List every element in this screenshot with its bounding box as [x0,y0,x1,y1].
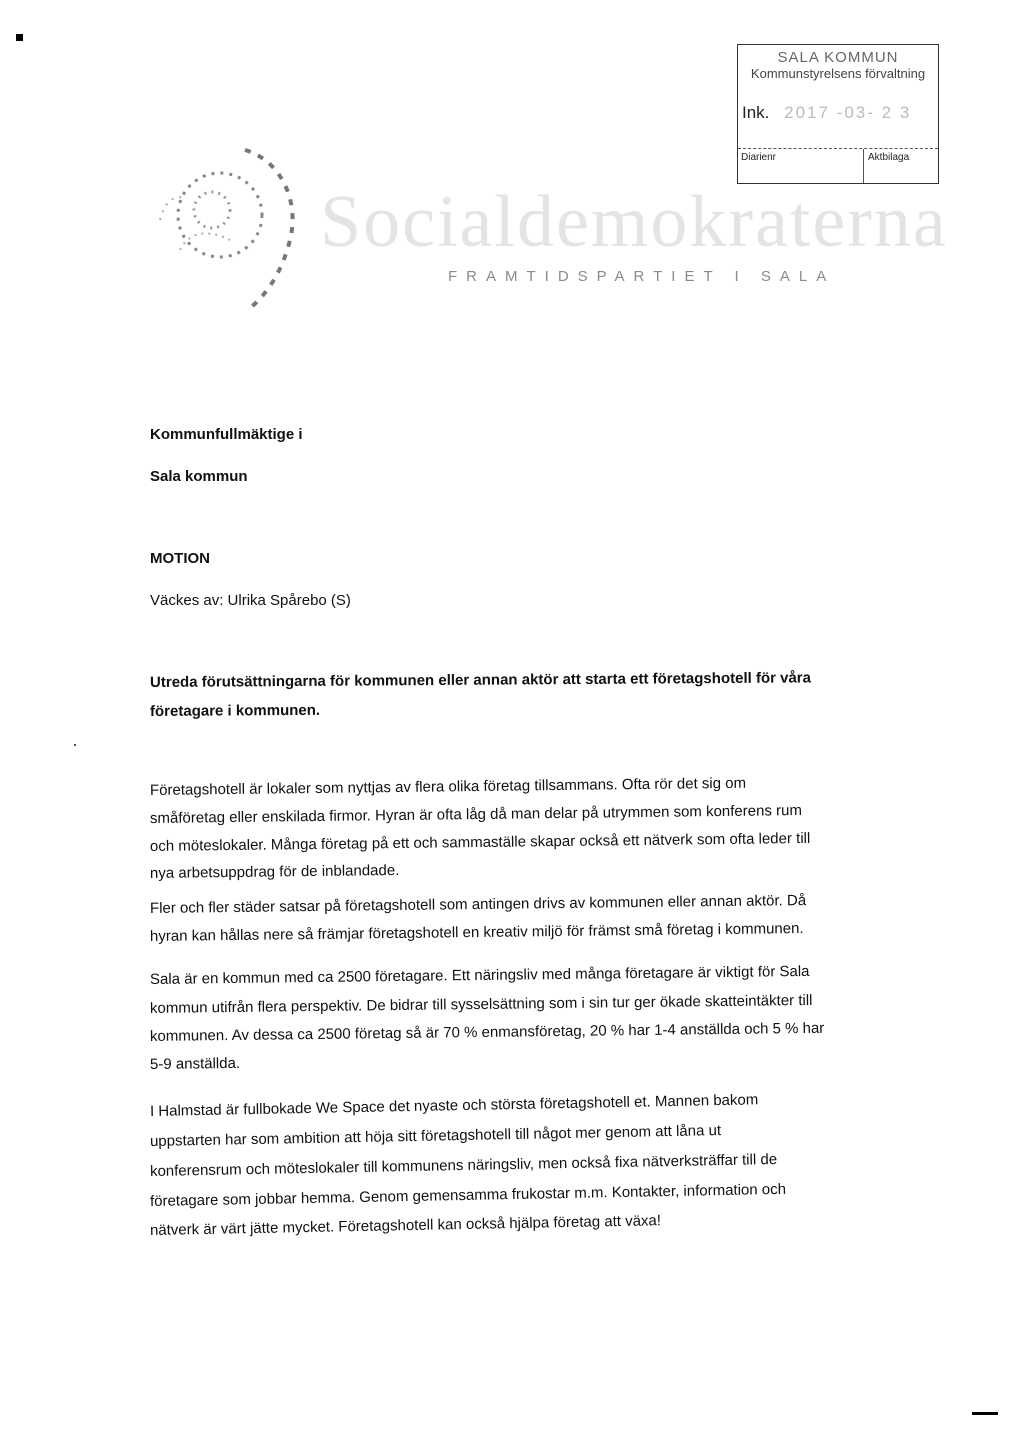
scan-corner-mark [16,34,23,41]
submitted-by: Väckes av: Ulrika Spårebo (S) [150,592,351,609]
stamp-received-date: 2017 -03- 2 3 [784,103,912,122]
paragraph-4-line-5: nätverk är värt jätte mycket. Företagshotell kan också hjälpa företag att växa! [149,1212,662,1239]
paragraph-2-line-1: Fler och fler städer satsar på företagshotell som antingen drivs av kommunen eller annan aktör. Då [149,891,807,917]
document-type: MOTION [150,550,210,567]
recipient-line-2: Sala kommun [150,468,248,485]
stamp-fields [738,148,938,183]
paragraph-3-line-3: kommunen. Av dessa ca 2500 företag så är 70 % enmansföretag, 20 % har 1-4 anställda och 5 % har [149,1019,825,1045]
paragraph-1-line-4: nya arbetsuppdrag för de inblandade. [149,861,400,882]
rose-logo-icon [150,140,310,315]
paragraph-4-line-3: konferensrum och möteslokaler till kommunens näringsliv, men också fixa nätverksträffar till de [149,1150,778,1180]
recipient-line-1: Kommunfullmäktige i [150,426,303,443]
paragraph-1-line-1: Företagshotell är lokaler som nyttjas av flera olika företag tillsammans. Ofta rör det sig om [149,774,747,799]
party-logo-subtitle: FRAMTIDSPARTIET I SALA [448,268,836,285]
received-stamp [737,44,939,184]
stamp-org: SALA KOMMUN [777,49,899,66]
paragraph-2-line-2: hyran kan hållas nere så främjar företagshotell en kreativ miljö för främst små företag i kommunen. [149,920,804,945]
paragraph-1-line-3: och möteslokaler. Många företag på ett och sammaställe skapar också ett nätverk som ofta leder till [149,829,811,855]
paragraph-3-line-2: kommun utifrån flera perspektiv. De bidrar till sysselsättning som i sin tur ger ökade skatteintäkter till [149,991,813,1017]
stamp-divider [863,149,864,183]
paragraph-4-line-1: I Halmstad är fullbokade We Space det nyaste och största företagshotell et. Mannen bakom [149,1091,759,1120]
scan-footer-mark [972,1412,998,1415]
stamp-received-label: Ink. [742,103,770,122]
scan-speck [74,744,76,746]
paragraph-3-line-1: Sala är en kommun med ca 2500 företagare. Ett näringsliv med många företagare är viktigt för Sala [149,962,810,988]
subject-line-1: Utreda förutsättningarna för kommunen eller annan aktör att starta ett företagshotell för våra [149,669,812,691]
party-logo-name: Socialdemokraterna [320,181,948,263]
subject-line-2: företagare i kommunen. [149,701,321,720]
paragraph-3-line-4: 5-9 anställda. [149,1054,241,1073]
stamp-received [742,103,911,123]
stamp-aktbilaga-label: Aktbilaga [868,152,910,163]
stamp-dept: Kommunstyrelsens förvaltning [750,66,926,81]
paragraph-1-line-2: småföretag eller enskilada firmor. Hyran är ofta låg då man delar på utrymmen som konferens rum [149,802,802,827]
paragraph-4-line-2: uppstarten har som ambition att höja sitt företagshotell till något mer genom att låna ut [149,1122,722,1150]
paragraph-4-line-4: företagare som jobbar hemma. Genom gemensamma frukostar m.m. Kontakter, information och [149,1180,787,1210]
stamp-diarienr-label: Diarienr [741,152,777,163]
